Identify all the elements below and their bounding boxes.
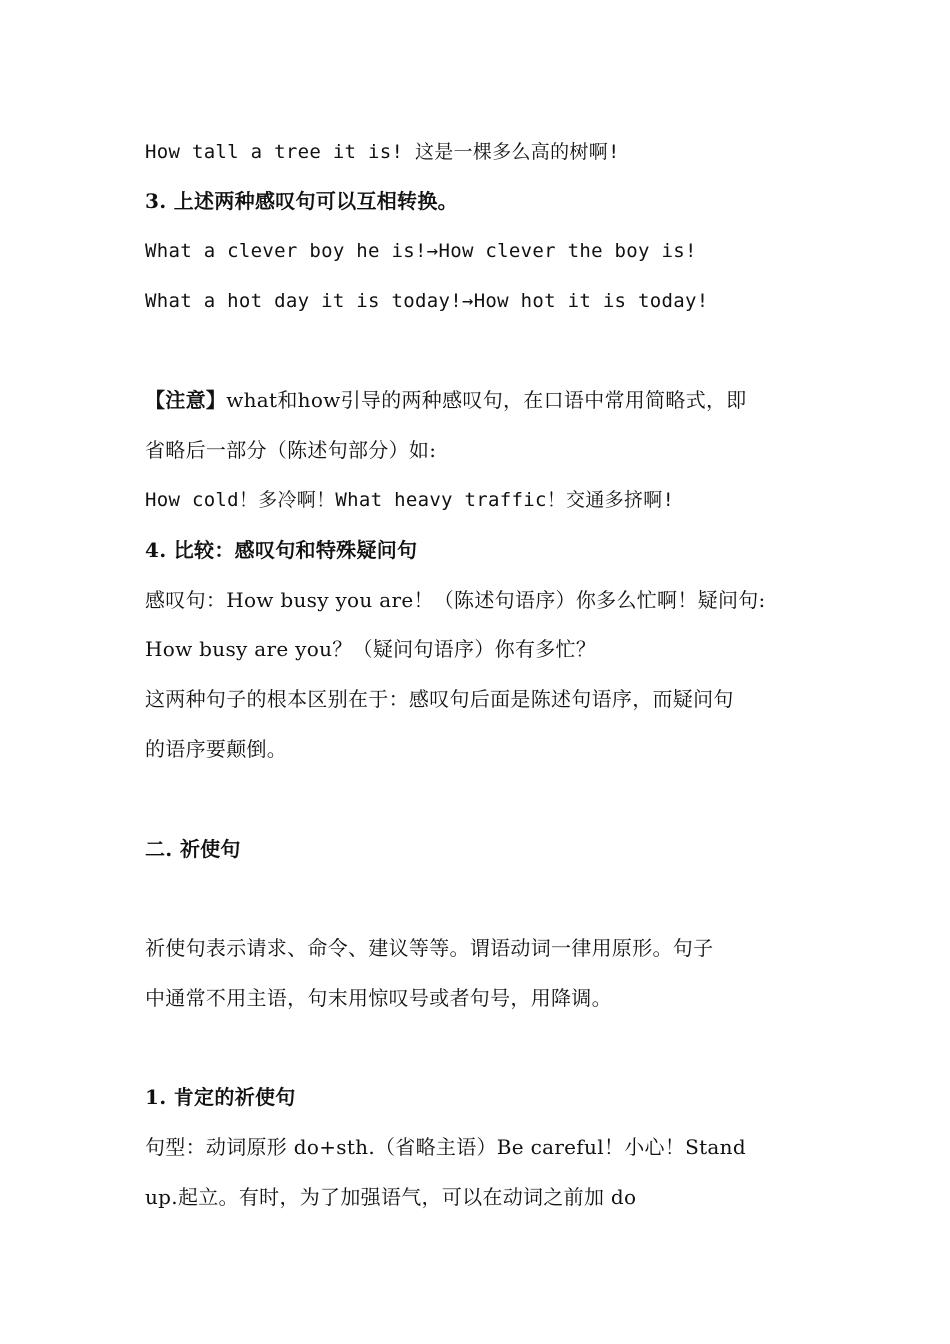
example-line: How cold！多冷啊！What heavy traffic！交通多挤啊! xyxy=(145,489,675,511)
section-heading: 二. 祈使句 xyxy=(145,837,241,861)
heading-point-1: 1. 肯定的祈使句 xyxy=(145,1085,296,1109)
heading-point-3: 3. 上述两种感叹句可以互相转换。 xyxy=(145,189,458,213)
body-line: 的语序要颠倒。 xyxy=(145,737,288,761)
note-paragraph-line: 省略后一部分（陈述句部分）如: xyxy=(145,438,437,462)
body-line: up.起立。有时，为了加强语气，可以在动词之前加 do xyxy=(145,1185,637,1209)
note-paragraph-line xyxy=(145,387,747,413)
example-line: How tall a tree it is! 这是一棵多么高的树啊! xyxy=(145,141,620,163)
example-line: What a hot day it is today!→How hot it is today! xyxy=(145,290,709,312)
body-line: 这两种句子的根本区别在于：感叹句后面是陈述句语序，而疑问句 xyxy=(145,687,734,711)
body-line: How busy are you？（疑问句语序）你有多忙？ xyxy=(145,637,597,661)
example-line: What a clever boy he is!→How clever the boy is! xyxy=(145,240,697,262)
body-line: 祈使句表示请求、命令、建议等等。谓语动词一律用原形。句子 xyxy=(145,936,714,960)
body-line: 中通常不用主语，句末用惊叹号或者句号，用降调。 xyxy=(145,986,612,1010)
note-text: what和how引导的两种感叹句，在口语中常用简略式，即 xyxy=(226,388,747,412)
body-line: 句型：动词原形 do+sth.（省略主语）Be careful！小心！Stand xyxy=(145,1135,746,1159)
body-line: 感叹句：How busy you are！（陈述句语序）你多么忙啊！疑问句: xyxy=(145,588,766,612)
note-tag: 【注意】 xyxy=(145,388,227,412)
heading-point-4: 4. 比较：感叹句和特殊疑问句 xyxy=(145,538,418,562)
